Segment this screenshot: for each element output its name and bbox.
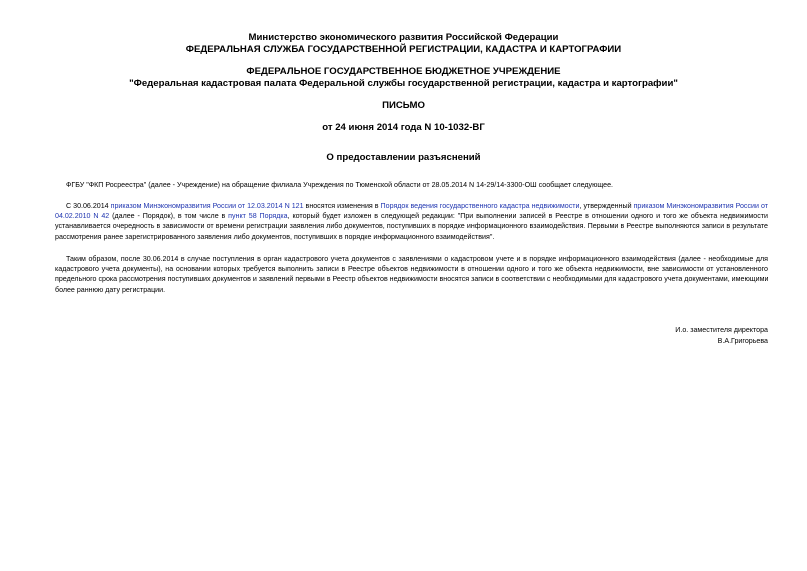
link-order-121[interactable]: приказом Минэкономразвития России от 12.03.2014 N 121 — [110, 202, 304, 210]
ministry-title: Министерство экономического развития Российской Федерации — [248, 32, 559, 43]
institution-title: ФЕДЕРАЛЬНОЕ ГОСУДАРСТВЕННОЕ БЮДЖЕТНОЕ УЧРЕЖДЕНИЕ — [246, 66, 561, 77]
link-cadastre-procedure[interactable]: Порядок ведения государственного кадастра недвижимости — [380, 202, 580, 210]
paragraph-amendment — [55, 201, 768, 242]
paragraph-line: Таким образом, после 30.06.2014 в случае поступления в орган кадастрового учета документов с заявлениями о кадастровом учете и в порядке информационного взаимодействия (далее - необходимые для — [66, 255, 768, 263]
paragraph-line: более раннюю дату регистрации. — [55, 285, 166, 294]
link-order-42-part1[interactable]: приказом Минэкономразвития России от — [633, 202, 768, 210]
text-fragment: С 30.06.2014 — [66, 202, 111, 210]
text-fragment: (далее - Порядок), в том числе в — [109, 212, 229, 221]
paragraph-line: предельного срока рассмотрения поступивших документов и заявлений первыми в Реестр объектов недвижимости вносятся записи в соответствии с необходимыми для кадастрового учета документами, имеющими — [55, 275, 769, 284]
paragraph-line: ФГБУ "ФКП Росреестра" (далее - Учреждение) на обращение филиала Учреждения по Тюменской области от 28.05.2014 N 14-29/14-3300-ОШ сообщает следующее. — [66, 181, 614, 189]
doc-date-number: от 24 июня 2014 года N 10-1032-ВГ — [322, 122, 485, 133]
service-title: ФЕДЕРАЛЬНАЯ СЛУЖБА ГОСУДАРСТВЕННОЙ РЕГИСТРАЦИИ, КАДАСТРА И КАРТОГРАФИИ — [185, 44, 622, 55]
signature-name: В.А.Григорьева — [717, 337, 768, 345]
doc-type: ПИСЬМО — [382, 100, 425, 111]
chamber-title: "Федеральная кадастровая палата Федеральной службы государственной регистрации, кадастра и картографии" — [129, 78, 678, 89]
doc-subject: О предоставлении разъяснений — [326, 152, 481, 163]
signature-position: И.о. заместителя директора — [675, 326, 768, 334]
paragraph-line — [55, 201, 768, 211]
paragraph-line — [55, 211, 768, 221]
text-fragment: , утвержденный — [579, 202, 634, 210]
paragraph-intro — [55, 180, 768, 190]
paragraph-line: устанавливается очередность в зависимости от времени регистрации заявления либо документов, поступивших в порядке информационного взаимодействия. Первыми в Реестре выполняются записи в результате — [55, 222, 768, 231]
paragraph-line: рассмотрения ранее зарегистрированного заявления либо документов, поступивших в порядке информационного взаимодействия". — [55, 232, 495, 241]
link-clause-58[interactable]: пункт 58 Порядка — [228, 212, 288, 221]
paragraph-line: кадастрового учета документы), на основании которых требуется выполнить записи в Реестре объектов недвижимости в отношении одного и того же объекта недвижимости, вне зависимости от установленного — [55, 265, 768, 274]
paragraph-conclusion — [55, 254, 768, 295]
text-fragment: , который будет изложен в следующей редакции: "При выполнении записей в Реестре в отношении одного и того же объекта недвижимости — [287, 212, 769, 221]
link-order-42-part2[interactable]: 04.02.2010 N 42 — [55, 212, 110, 221]
text-fragment: вносятся изменения в — [303, 202, 381, 210]
